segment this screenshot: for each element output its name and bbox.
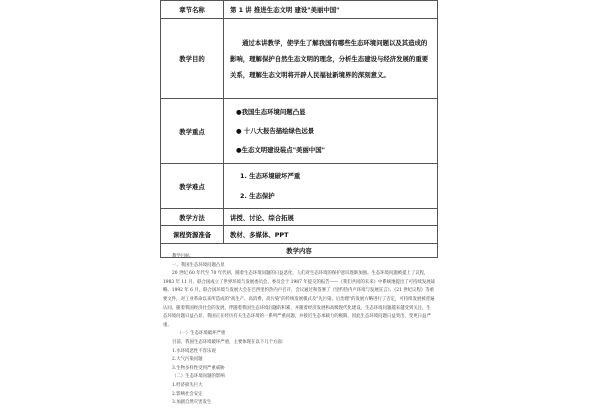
chapter-name-value: 第 1 讲 推进生态文明 建设"美丽中国" xyxy=(224,1,438,19)
row-difficulties xyxy=(161,164,438,209)
row-teaching-method xyxy=(161,209,438,226)
key-points-list xyxy=(230,103,431,160)
teaching-goal-text: 通过本讲教学，使学生了解我国有哪些生态环境问题以及其造成的影响，理解保护自然生态文明的理念，分析生态建设与经济发展的重要关系，理解生态文明将开辟人民福祉新境界的深刻意义。 xyxy=(224,19,438,99)
content-line: 1.经济损失巨大 xyxy=(172,382,203,388)
content-line: 2.影响社会安定 xyxy=(172,391,203,397)
teaching-content-body xyxy=(160,251,438,410)
content-line: （一）生态环境破坏严重 xyxy=(177,331,226,337)
content-line: 目前，我国生态环境破坏严重，主要体现在以下几个方面： xyxy=(172,339,287,345)
difficulties-cell xyxy=(224,164,438,209)
row-teaching-goal xyxy=(161,19,438,99)
difficulties-list xyxy=(230,166,431,206)
key-points-cell xyxy=(224,99,438,164)
row-key-points xyxy=(161,99,438,164)
chapter-name-label: 章节名称 xyxy=(161,1,224,19)
content-line: （二）生态环境问题的影响 xyxy=(172,374,225,380)
teaching-method-value: 讲授、讨论、综合拓展 xyxy=(224,209,438,226)
content-line: 3.生物多样性受到严重威胁 xyxy=(172,365,225,371)
teaching-method-label: 教学方法 xyxy=(161,209,224,226)
difficulty-item: 2. 生态保护 xyxy=(240,192,275,200)
content-line: 3.加剧自然灾害发生 xyxy=(172,400,212,406)
resources-label: 课程资源准备 xyxy=(161,226,224,244)
key-point-item: ●我国生态环境问题凸显 xyxy=(236,107,306,116)
content-header: 教学内容 xyxy=(161,244,438,258)
key-point-item: ●生态文明建设装点"美丽中国" xyxy=(236,145,325,154)
teaching-goal-label: 教学目的 xyxy=(161,19,224,99)
resources-value: 教材、多媒体、PPT xyxy=(224,226,438,244)
content-paragraph: 20 世纪 60 年代至 70 年代初，随着生态环境问题的日益恶化，人们对生态环境的保护意识逐渐加强。生态环境问题被提上了议程，1983 年 11 月，联合国成立了世界环境与发展委员会，委员会于 1987 年提交的报告——《我们共同的未来》中系统地提出了可持续发展战略。1992 年 6 月，联合国环境与发展大会在巴西里约热内卢召开，会议通过和签署了《里约热内卢环境与发展宣言》、《21 世纪议程》等重要文件，对工业革命以来所造成的"高生产、高消费、高污染"的传统发展模式及"先污染、后治理"的发展方略进行了否定，可持续发展被普遍认同。随着我国经济社会的发展，伴随着我国生态环境问题的积累，并随着经济发展和高级现代化建设，生态环境问题越来越受到关注，生态环境问题日益凸显，我国正在经历有关生态环境的一系列严重问题，并接近生态承载力的极限，因此生态环境问题日益突出，变更日益严重。 xyxy=(163,271,436,328)
content-line: 1.水环境恶性不容乐观 xyxy=(172,348,216,354)
content-line: 2.大气污染问题 xyxy=(172,357,203,363)
row-chapter-name xyxy=(161,1,438,19)
row-resources xyxy=(161,226,438,244)
content-line: 一、我国生态环境问题凸显 xyxy=(172,262,225,268)
key-point-item: ● 十八大报告描绘绿色远景 xyxy=(236,126,315,135)
key-points-label: 教学重点 xyxy=(161,99,224,164)
difficulty-item: 1. 生态环境破坏严重 xyxy=(240,172,301,180)
difficulties-label: 教学难点 xyxy=(161,164,224,209)
document-page xyxy=(160,0,438,406)
lesson-plan-table xyxy=(160,0,438,258)
content-line: 教学目标： xyxy=(172,254,194,259)
